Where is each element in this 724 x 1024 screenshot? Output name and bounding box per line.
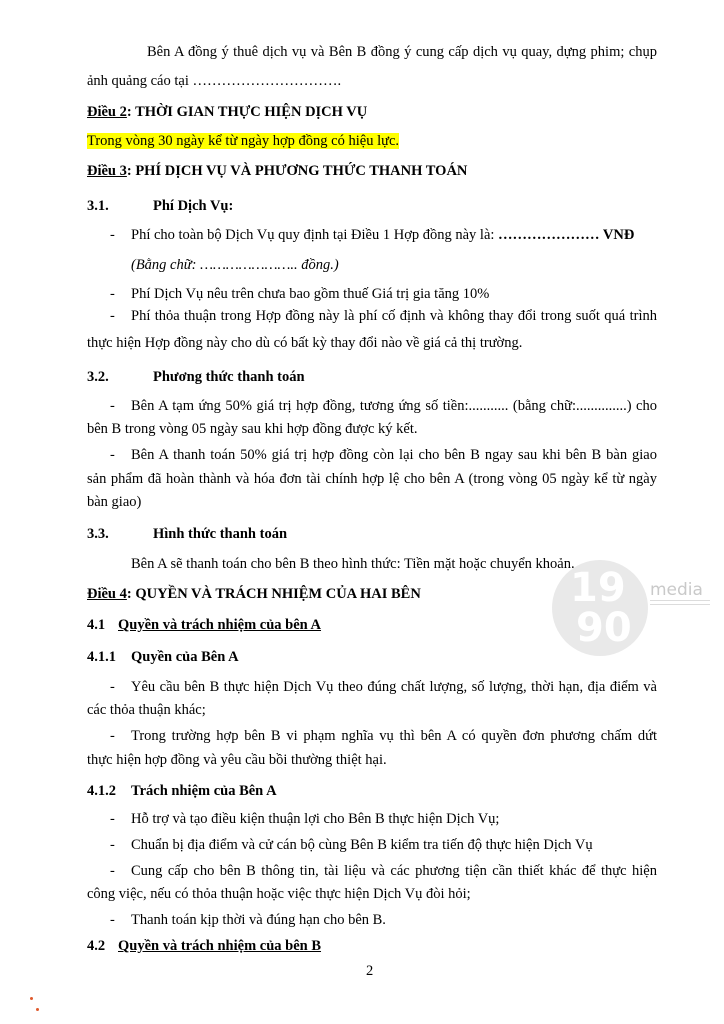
article2-duration <box>87 132 399 150</box>
right-a1-line1: Yêu cầu bên B thực hiện Dịch Vụ theo đúng chất lượng, số lượng, thời hạn, địa điểm và <box>131 679 657 695</box>
scan-mark <box>36 1008 39 1011</box>
fee-fixed-line1: Phí thỏa thuận trong Hợp đồng này là phí cố định và không thay đổi trong suốt quá trình <box>131 308 657 324</box>
article1-line1: Bên A đồng ý thuê dịch vụ và Bên B đồng ý cung cấp dịch vụ quay, dựng phim; chụp <box>147 44 657 60</box>
section-4-2-number: 4.2 <box>87 938 106 954</box>
section-4-1-number: 4.1 <box>87 617 106 633</box>
right-a2-line2: thực hiện hợp đồng và yêu cầu bồi thường thiệt hại. <box>87 752 387 768</box>
page-number: 2 <box>366 963 374 979</box>
duty-a1: Hỗ trợ và tạo điều kiện thuận lợi cho Bên B thực hiện Dịch Vụ; <box>131 811 500 827</box>
watermark-digits-top: 19 <box>570 565 626 611</box>
article2-label: Điều 2 <box>87 104 127 120</box>
bullet-dash: - <box>110 811 115 827</box>
bullet-dash: - <box>110 286 115 302</box>
final-payment-line1: Bên A thanh toán 50% giá trị hợp đồng còn lại cho bên B ngay sau khi bên B bàn giao <box>131 447 657 463</box>
article3-title: : PHÍ DỊCH VỤ VÀ PHƯƠNG THỨC THANH TOÁN <box>126 163 468 179</box>
section-3-3-title: Hình thức thanh toán <box>153 526 288 542</box>
article4-label: Điều 4 <box>87 586 127 602</box>
advance-payment-line2: bên B trong vòng 05 ngày sau khi hợp đồng được ký kết. <box>87 421 418 437</box>
advance-payment-line1: Bên A tạm ứng 50% giá trị hợp đồng, tương ứng số tiền:........... (bằng chữ:..............) cho <box>131 398 657 414</box>
final-payment-line2: sản phẩm đã hoàn thành và hóa đơn tài chính hợp lệ cho bên A (trong vòng 05 ngày kể từ ngày <box>87 471 657 487</box>
article4-heading <box>87 585 421 603</box>
section-3-1-title: Phí Dịch Vụ: <box>153 198 234 214</box>
bullet-dash: - <box>110 912 115 928</box>
fee-fixed-line2: thực hiện Hợp đồng này cho dù có bất kỳ thay đổi nào về giá cả thị trường. <box>87 335 523 351</box>
bullet-dash: - <box>110 679 115 695</box>
section-3-3-number: 3.3. <box>87 526 109 542</box>
section-4-1-title: Quyền và trách nhiệm của bên A <box>118 617 322 633</box>
watermark-tagline-lines <box>650 600 710 605</box>
watermark-logo <box>552 560 648 656</box>
section-4-2-title: Quyền và trách nhiệm của bên B <box>118 938 322 954</box>
bullet-dash: - <box>110 837 115 853</box>
fee-total-amount: ………………… VNĐ <box>498 227 635 243</box>
section-4-1-1-number: 4.1.1 <box>87 649 116 665</box>
section-4-1-2-title: Trách nhiệm của Bên A <box>131 783 277 799</box>
section-4-1-1-title: Quyền của Bên A <box>131 649 239 665</box>
article1-line2: ảnh quảng cáo tại …………………………. <box>87 73 342 89</box>
watermark-digits-bottom: 90 <box>576 605 632 651</box>
right-a1-line2: các thỏa thuận khác; <box>87 702 206 718</box>
article2-title: : THỜI GIAN THỰC HIỆN DỊCH VỤ <box>126 104 368 120</box>
article3-label: Điều 3 <box>87 163 127 179</box>
section-3-1-number: 3.1. <box>87 198 109 214</box>
section-4-1-2-number: 4.1.2 <box>87 783 116 799</box>
fee-total-line <box>131 226 634 244</box>
article2-highlight: Trong vòng 30 ngày kể từ ngày hợp đồng có hiệu lực. <box>87 133 400 149</box>
article2-heading <box>87 103 367 121</box>
duty-a3-line1: Cung cấp cho bên B thông tin, tài liệu và các phương tiện cần thiết khác để thực hiện <box>131 863 657 879</box>
bullet-dash: - <box>110 398 115 414</box>
article3-heading <box>87 162 467 180</box>
fee-vat-note: Phí Dịch Vụ nêu trên chưa bao gồm thuế Giá trị gia tăng 10% <box>131 286 490 302</box>
watermark-brand: media <box>650 580 703 600</box>
section-3-2-number: 3.2. <box>87 369 109 385</box>
article4-title: : QUYỀN VÀ TRÁCH NHIỆM CỦA HAI BÊN <box>126 586 421 602</box>
fee-in-words: (Bằng chữ: ………………….. đồng.) <box>131 257 339 273</box>
bullet-dash: - <box>110 227 115 243</box>
duty-a3-line2: công việc, nếu có thỏa thuận hoặc việc thực hiện Dịch Vụ đòi hỏi; <box>87 886 471 902</box>
bullet-dash: - <box>110 863 115 879</box>
fee-total-text: Phí cho toàn bộ Dịch Vụ quy định tại Điều 1 Hợp đồng này là: <box>131 227 499 243</box>
right-a2-line1: Trong trường hợp bên B vi phạm nghĩa vụ thì bên A có quyền đơn phương chấm dứt <box>131 728 657 744</box>
bullet-dash: - <box>110 308 115 324</box>
scan-mark <box>30 997 33 1000</box>
bullet-dash: - <box>110 447 115 463</box>
payment-method-text: Bên A sẽ thanh toán cho bên B theo hình thức: Tiền mặt hoặc chuyển khoản. <box>131 556 575 572</box>
bullet-dash: - <box>110 728 115 744</box>
duty-a2: Chuẩn bị địa điểm và cử cán bộ cùng Bên B kiểm tra tiến độ thực hiện Dịch Vụ <box>131 837 593 853</box>
final-payment-line3: bàn giao) <box>87 494 142 510</box>
duty-a4: Thanh toán kịp thời và đúng hạn cho bên B. <box>131 912 386 928</box>
section-3-2-title: Phương thức thanh toán <box>153 369 305 385</box>
